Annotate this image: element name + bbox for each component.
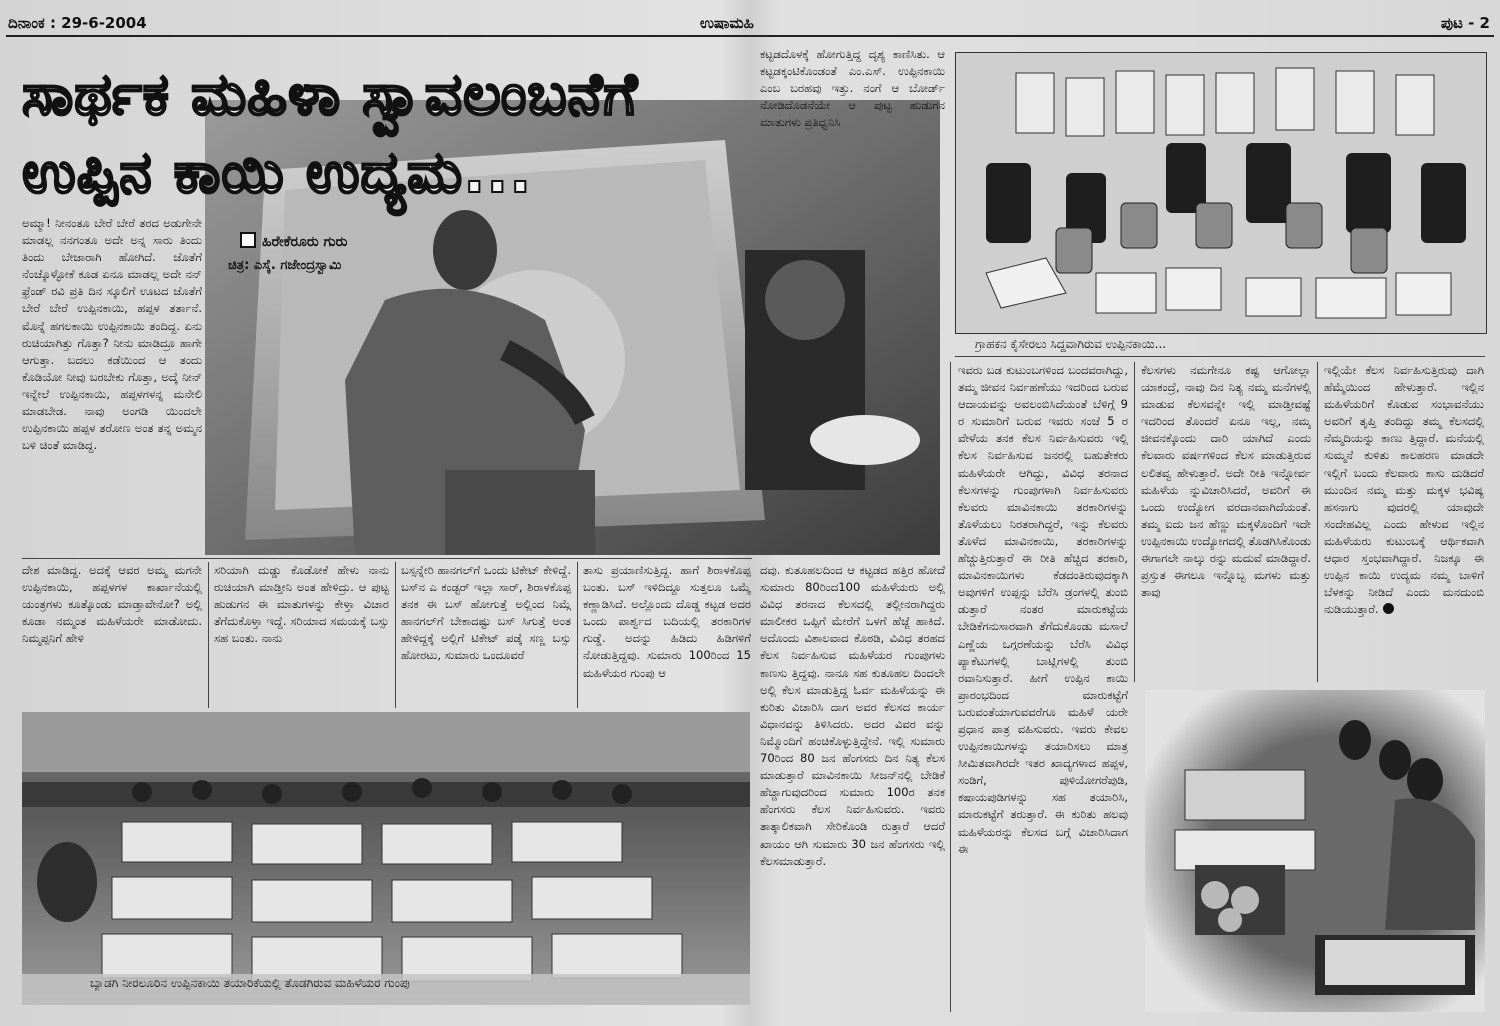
byline-box-icon — [240, 232, 256, 248]
article-column-1 — [22, 215, 202, 558]
issue-date: ದಿನಾಂಕ : 29-6-2004 — [8, 14, 147, 32]
column-1-text: ಅಮ್ಮಾ! ನೀನಂತೂ ಬೇರೆ ಬೇರೆ ತರದ ಅಡುಗೇನೇ ಮಾಡಲ್ಲ ನನಗಂತೂ ಅದೇ ಅನ್ನ ಸಾರು ತಿಂದು ತಿಂದು ಬೇಜಾರಾಗಿ ಹೋಗಿದೆ. ಜೊತೆಗೆ ನೆಂಚ್ಕೊಳ್ಳೋಕೆ ಕೂಡ ಏನೂ ಮಾಡಲ್ಲ ಅದೇ ನನ್ ಫ್ರೆಂಡ್ ರವಿ ಪ್ರತಿ ದಿನ ಸ್ಕೂಲಿಗೆ ಊಟದ ಜೊತೆಗೆ ಬೇರೆ ಬೇರೆ ಉಪ್ಪಿನಕಾಯಿ, ಹಪ್ಪಳ ತರ್ತಾನೆ. ಮೊನ್ನೆ ಹಗಲಕಾಯಿ ಉಪ್ಪಿನಕಾಯಿ ತಂದಿದ್ದ. ಏನು ರುಚಿಯಾಗಿತ್ತು ಗೊತ್ತಾ? ನೀನು ಮಾಡಿದ್ರೂ ಹಾಗೇ ಆಗುತ್ತಾ. ಬದಲು ಕಡೆಯಿಂದ ಆ ತಂದು ಕೊಡಿಯೋ ನೀವು ಬರಬೇಕು ಗೊತ್ತಾ, ಅದ್ಕೆ ನೀನ್ ಇನ್ನೇಲೆ ಉಪ್ಪಿನಕಾಯಿ, ಹಪ್ಪಳಗಳನ್ನ ಮನೇಲಿ ಮಾಡಬೇಡ. ನಾವು ಅಂಗಡಿ ಯಿಂದಲೇ ಉಪ್ಪಿನಕಾಯಿ ಹಪ್ಪಳ ತರೋಣ ಅಂತ ತನ್ನ ಅಮ್ಮನ ಬಳಿ ಚಿಂತೆ ಮಾಡಿದ್ದ. — [22, 216, 202, 453]
column-divider — [1317, 362, 1318, 682]
article-column-5 — [760, 562, 945, 1010]
headline-line-1: ಸಾರ್ಥಕ ಮಹಿಳಾ ಸ್ವಾವಲಂಬನೆಗೆ — [22, 60, 638, 128]
column-divider — [1134, 362, 1135, 682]
column-divider — [950, 362, 951, 1012]
caption-rule — [955, 356, 1485, 357]
column-divider — [395, 562, 396, 708]
column-divider — [208, 562, 209, 708]
column-divider — [577, 562, 578, 708]
article-end-mark — [1383, 603, 1394, 614]
products-photo-caption: ಗ್ರಾಹಕನ ಕೈಸೇರಲು ಸಿದ್ಧವಾಗಿರುವ ಉಪ್ಪಿನಕಾಯಿ... — [975, 337, 1167, 351]
newspaper-name: ಉಷಾಮಹಿ — [700, 14, 754, 32]
column-5-text: ದವು. ಕುತೂಹಲದಿಂದ ಆ ಕಟ್ಟಡದ ಹತ್ತಿರ ಹೋದೆ ಸುಮಾರು 80ರಿಂದ100 ಮಹಿಳೆಯರು ಅಲ್ಲಿ ವಿವಿಧ ತರನಾದ ಕೆಲಸದಲ್ಲಿ ತಲ್ಲೀನರಾಗಿದ್ದರು ಮಾಲೀಕರ ಒಪ್ಪಿಗೆ ಮೇರೆಗೆ ಒಳಗೆ ಹೆಜ್ಜೆ ಹಾಕಿದೆ. ಅದೊಂದು ವಿಶಾಲವಾದ ಕೊಠಡಿ, ವಿವಿಧ ತರಹದ ಕೆಲಸ ನಿರ್ವಹಿಸುವ ಮಹಿಳೆಯರ ಗುಂಪುಗಳು ಕಾಣಸು ತ್ತಿದ್ದವು. ನಾನೂ ಸಹ ಕುತೂಹಲ ದಿಂದಲೇ ಅಲ್ಲಿ ಕೆಲಸ ಮಾಡುತ್ತಿದ್ದ ಓರ್ವ ಮಹಿಳೆಯನ್ನು ಈ ಕುರಿತು ವಿಚಾರಿಸಿ ದಾಗ ಅವರ ಕೆಲಸದ ಕಾರ್ಯ ವಿಧಾನವನ್ನು ತಿಳಿಸಿದರು. ಅದರ ವಿವರ ವನ್ನು ನಿಮ್ಮೊಂದಿಗೆ ಹಂಚಿಕೊಳ್ಳುತ್ತಿದ್ದೇನೆ. ಇಲ್ಲಿ ಸುಮಾರು 70ರಿಂದ 80 ಜನ ಹೆಂಗಸರು ದಿನ ನಿತ್ಯ ಕೆಲಸ ಮಾಡುತ್ತಾರೆ ಮಾವಿನಕಾಯಿ ಸೀಜನ್‌ನಲ್ಲಿ ಬೇಡಿಕೆ ಹೆಚ್ಚಾಗುವುದರಿಂದ ಸುಮಾರು 100ರ ತನಕ ಹೆಂಗಸರು ಕೆಲಸ ನಿರ್ವಹಿಸುವರು. ಇವರು ತಾತ್ಕಾಲಿಕವಾಗಿ ಸೇರಿಕೊಂಡಿ ರುತ್ತಾರೆ ಆದರೆ ಖಾಯಂ ಆಗಿ ಸುಮಾರು 30 ಜನ ಹೆಂಗಸರು ಇಲ್ಲಿ ಕೆಲಸಮಾಡುತ್ತಾರೆ. — [760, 563, 945, 868]
column-3-text: ಬಸ್ಸನ್ನೇರಿ ಹಾನಗಲ್‌ಗೆ ಒಂದು ಟಿಕೇಟ್ ಕೇಳಿದ್ದೆ. ಬಸ್‌ನ ಎ ಕಂಡ್ಟರ್ ಇಲ್ಲಾ ಸಾರ್, ಶಿರಾಳಕೊಪ್ಪ ತನಕ ಈ ಬಸ್ ಹೋಗುತ್ತೆ ಅಲ್ಲಿಂದ ನಿಮ್ಗೆ ಹಾನಗಲ್‌ಗೆ ಬೇಕಾದಷ್ಟು ಬಸ್ ಸಿಗುತ್ತೆ ಅಂತ ಹೇಳಿದ್ದಕ್ಕೆ ಅಲ್ಲಿಗೆ ಟಿಕೇಟ್ ಪಡ್ಕೆ ಸಣ್ಣ ಬಸ್ಸು ಹೋರಟು, ಸುಮಾರು ಒಂದೂವರೆ — [401, 563, 571, 663]
article-column-5-top — [760, 46, 945, 158]
column-5-top-text: ಕಟ್ಟಡದೊಳಕ್ಕೆ ಹೋಗುತ್ತಿದ್ದ ದೃಶ್ಯ ಕಾಣಿಸಿತು. ಆ ಕಟ್ಟಡಕ್ಕಂಟಿಕೊಂಡಂತೆ ಎಂ.ಎಸ್. ಉಪ್ಪಿನಕಾಯಿ ಎಂಬ ಬರಹವು ಇತ್ತು. ನಂಗೆ ಆ ಬೋರ್ಡ್ ನೋಡಿದೊಡನೆಯೇ ಆ ಪುಟ್ಟ ಹುಡುಗನ ಮಾತುಗಳು ಪ್ರತಿಧ್ವನಿಸಿ — [760, 47, 945, 130]
article-column-4 — [583, 562, 751, 708]
page-number: ಪುಟ - 2 — [1440, 14, 1490, 32]
article-column-3 — [401, 562, 571, 708]
headline-line-2: ಉಪ್ಪಿನ ಕಾಯಿ ಉದ್ಯಮ... — [22, 138, 533, 206]
header-rule — [6, 35, 1494, 37]
author-byline — [240, 232, 347, 250]
photo-women-preparing — [1145, 690, 1485, 1012]
article-column-6 — [958, 362, 1128, 1010]
column-6-text: ಇವರು ಬಡ ಕುಟುಂಬಗಳಿಂದ ಬಂದವರಾಗಿದ್ದು, ತಮ್ಮ ಜೀವನ ನಿರ್ವಹಣೆಯು ಇದರಿಂದ ಬರುವ ಆದಾಯವನ್ನು ಅವಲಂಬಿಸಿದೆಯಂತೆ ಬೆಳಿಗ್ಗೆ 9 ರ ಸುಮಾರಿಗೆ ಬರುವ ಇವರು ಸಂಜೆ 5 ರ ವೇಳೆಯ ತನಕ ಕೆಲಸ ನಿರ್ವಹಿಸುವರು ಇಲ್ಲಿ ಕೆಲಸ ನಿರ್ವಹಿಸುವ ಜನರಲ್ಲಿ ಬಹುತೇಕರು ಮಹಿಳೆಯರೇ ಆಗಿದ್ದು, ವಿವಿಧ ತರನಾದ ಕೆಲಸಗಳನ್ನು ಗುಂಪುಗಳಾಗಿ ನಿರ್ವಹಿಸುವರು ಕೆಲವರು ಮಾವಿನಕಾಯಿ ತರಕಾರಿಗಳನ್ನು ತೊಳೆಯಲು ನಿರತರಾಗಿದ್ದರೆ, ಇನ್ನು ಕೆಲವರು ತೊಳೆದ ಮಾವಿನಕಾಯಿ, ತರಕಾರಿಗಳನ್ನು ಹೆಚ್ಚುತ್ತಿರುತ್ತಾರೆ ಈ ರೀತಿ ಹೆಚ್ಚಿದ ತರಕಾರಿ, ಮಾವಿನಕಾಯಿಗಳು ಕೆಡದಂತಿರುವುದಕ್ಕಾಗಿ ಅವುಗಳಿಗೆ ಉಪ್ಪನ್ನು ಬೆರೆಸಿ ಡ್ರಂಗಳಲ್ಲಿ ತುಂಬಿ ಡುತ್ತಾರೆ ನಂತರ ಮಾರುಕಟ್ಟೆಯ ಬೇಡಿಕೆಗನುಸಾರವಾಗಿ ತೆಗೆದುಕೊಂಡು ಮಸಾಲೆ ಎಣ್ಣೆಯ ಒಗ್ಗರಣೆಯನ್ನು ಬೆರೆಸಿ ವಿವಿಧ ಪ್ಯಾಕೆಟುಗಳಲ್ಲಿ ಬಾಟ್ಲಿಗಳಲ್ಲಿ ತುಂಬಿ ರವಾನಿಸುತ್ತಾರೆ. ಹೀಗೆ ಉಪ್ಪಿನ ಕಾಯಿ ಪ್ರಾರಂಭದಿಂದ ಮಾರುಕಟ್ಟೆಗೆ ಬರುವಂತೆಯಾಗುವವರೆಗೂ ಮಹಿಳೆ ಯರೇ ಪ್ರಧಾನ ಪಾತ್ರ ವಹಿಸುವರು. ಇವರು ಕೇವಲ ಉಪ್ಪಿನಕಾಯಿಗಳನ್ನು ತಯಾರಿಸಲು ಮಾತ್ರ ಸೀಮಿತವಾಗಿರದೇ ಇತರ ಖಾದ್ಯಗಳಾದ ಹಪ್ಪಳ, ಸಂಡಿಗೆ, ಪುಳಿಯೋಗರೆಪುಡಿ, ಕಷಾಯಪುಡಿಗಳನ್ನು ಸಹ ತಯಾರಿಸಿ, ಮಾರುಕಟ್ಟೆಗೆ ತರುತ್ತಾರೆ. ಈ ಕುರಿತು ಹಲವು ಮಹಿಳೆಯರನ್ನು ಕೆಲಸದ ಬಗ್ಗೆ ವಿಚಾರಿಸಿದಾಗ ಈ — [958, 363, 1128, 856]
column-4-text: ತಾಸು ಪ್ರಯಾಣಿಸುತ್ತಿದ್ದ. ಹಾಗೆ ಶಿರಾಳಕೊಪ್ಪ ಬಂತು. ಬಸ್ ಇಳಿದಿದ್ದೂ ಸುತ್ತಲೂ ಒಮ್ಮೆ ಕಣ್ಣಾಡಿಸಿದೆ. ಅಲ್ಲೊಂದು ದೊಡ್ಡ ಕಟ್ಟಡ ಅದರ ಒಂದು ಪಾರ್ಶ್ವದ ಬದಿಯಲ್ಲಿ ತರಕಾರಿಗಳ ಗುಡ್ಡೆ. ಅದನ್ನು ಹಿಡಿದು ಹಿಡಿಗಳಿಗೆ ನೋಡುತ್ತಿದ್ದವು. ಸುಮಾರು 100ರಿಂದ 15 ಮಹಿಳೆಯರ ಗುಂಪು ಆ — [583, 563, 751, 680]
photo-credit: ಚಿತ್ರ: ಎಸ್ಕೆ. ಗಜೇಂದ್ರಸ್ವಾಮಿ — [228, 258, 342, 273]
article-column-7 — [1141, 362, 1311, 682]
photo-bottom-rule — [22, 558, 752, 559]
photo-women-workshop — [22, 712, 750, 1005]
column-7-text: ಕೆಲಸಗಳು ನಮಗೇನೂ ಕಷ್ಟ ಆಗೋಲ್ಲಾ ಯಾಕಂದ್ರೆ, ನಾವು ದಿನ ನಿತ್ಯ ನಮ್ಮ ಮನೆಗಳಲ್ಲಿ ಮಾಡುವ ಕೆಲಸವನ್ನೇ ಇಲ್ಲಿ ಮಾಡ್ತೀವಷ್ಟೆ ಇದರಿಂದ ತೊಂದರೆ ಏನೂ ಇಲ್ಲ, ನಮ್ಮ ಜೀವನಕ್ಕೊಂದು ದಾರಿ ಯಾಗಿದೆ ಎಂದು ಕೆಲವಾರು ವರ್ಷಗಳಿಂದ ಕೆಲಸ ಮಾಡುತ್ತಿರುವ ಲಲಿತವ್ವ ಹೇಳುತ್ತಾರೆ. ಅದೇ ರೀತಿ ಇನ್ನೋರ್ವ ಮಹಿಳೆಯ ನ್ನುವಿಚಾರಿಸಿದರೆ, ಅವರಿಗೆ ಈ ಒಂದು ಉದ್ಯೋಗ ವರದಾನವಾಗಿದೆಯಂತೆ. ತಮ್ಮ ಐದು ಜನ ಹೆಣ್ಣು ಮಕ್ಕಳೊಂದಿಗೆ ಇದೇ ಉಪ್ಪಿನಕಾಯಿ ಉದ್ಯೋಗದಲ್ಲಿ ತೊಡಗಿಸಿಕೊಂಡು ಈಗಾಗಲೇ ನಾಲ್ಕು ರನ್ನು ಮದುವೆ ಮಾಡಿದ್ದಾರೆ. ಪ್ರಸ್ತುತ ಈಗಲೂ ಇನ್ನೊಬ್ಬ ಮಗಳು ಮತ್ತು ತಾವು — [1141, 363, 1311, 600]
workshop-photo-caption: ಬ್ಯಾಡಗಿ ನೀರಲೂರಿನ ಉಪ್ಪಿನಕಾಯಿ ತಯಾರಿಕೆಯಲ್ಲಿ ತೊಡಗಿರುವ ಮಹಿಳೆಯರ ಗುಂಪು — [90, 976, 410, 990]
article-column-2 — [214, 562, 389, 708]
article-column-1b — [22, 562, 202, 708]
column-2-text: ಸರಿಯಾಗಿ ದುಡ್ಡು ಕೊಡೋಕೆ ಹೇಳು ನಾನು ರುಚಿಯಾಗಿ ಮಾಡ್ತೀನಿ ಅಂತ ಹೇಳಿದ್ರು. ಆ ಪುಟ್ಟ ಹುಡುಗನ ಈ ಮಾತುಗಳನ್ನು ಕೇಳ್ತಾ ವಿಚಾರ ತೆಗೆದುಕೊಳ್ತಾ ಇದ್ದೆ. ಸರಿಯಾದ ಸಮಯಕ್ಕೆ ಬಸ್ಸು ಸಹ ಬಂತು. ನಾನು — [214, 563, 389, 646]
photo-pickle-products — [955, 52, 1487, 334]
article-column-8 — [1324, 362, 1484, 682]
column-1b-text: ದೇಶ ಮಾಡಿದ್ದ. ಅದಕ್ಕೆ ಆವರ ಅಮ್ಮ ಮಗನೇ ಉಪ್ಪಿನಕಾಯಿ, ಹಪ್ಪಳಗಳ ಕಾರ್ಖಾನೆಯಲ್ಲಿ ಯಂತ್ರಗಳು ಕೂತ್ಕೊಂಡು ಮಾಡ್ತಾವೇನೋ? ಅಲ್ಲಿ ಕೂಡಾ ನಮ್ಮಂತ ಮಹಿಳೆಯರೇ ಮಾಡೋದು. ನಿಮ್ಮಪ್ಪನಿಗೆ ಹೇಳಿ — [22, 563, 202, 646]
column-8-text: ಇಲ್ಲಿಯೇ ಕೆಲಸ ನಿರ್ವಹಿಸುತ್ತಿರುವು ದಾಗಿ ಹೆಮ್ಮೆಯಿಂದ ಹೇಳುತ್ತಾರೆ. ಇಲ್ಲಿನ ಮಹಿಳೆಯರಿಗೆ ಕೊಡುವ ಸಂಭಾವನೆಯು ಅವರಿಗೆ ತೃಪ್ತಿ ತಂದಿದ್ದು ತಮ್ಮ ಕೆಲಸದಲ್ಲಿ ನೆಮ್ಮದಿಯನ್ನು ಕಾಣು ತ್ತಿದ್ದಾರೆ. ಮನೆಯಲ್ಲಿ ಸುಮ್ಮನೆ ಕುಳಿತು ಕಾಲಹರಣ ಮಾಡದೇ ಇಲ್ಲಿಗೆ ಬಂದು ಕೆಲವಾರು ಕಾಸು ದುಡಿದರೆ ಮುಂದಿನ ನಮ್ಮ ಮತ್ತು ಮಕ್ಕಳ ಭವಿಷ್ಯ ಹಸನಾಗು ವುದರಲ್ಲಿ ಯಾವುದೇ ಸಂದೇಹವಿಲ್ಲ ಎಂದು ಹೇಳುವ ಇಲ್ಲಿನ ಮಹಿಳೆಯರು ಕುಟುಂಬಕ್ಕೆ ಆರ್ಥಿಕವಾಗಿ ಆಧಾರ ಸ್ತಂಭವಾಗಿದ್ದಾರೆ. ನಿಜಕ್ಕೂ ಈ ಉಪ್ಪಿನ ಕಾಯಿ ಉದ್ಯಮ ನಮ್ಮ ಬಾಳಿಗೆ ಬೆಳಕನ್ನು ನೀಡಿದೆ ಎಂದು ಮನದುಂಬಿ ನುಡಿಯುತ್ತಾರೆ. — [1324, 363, 1484, 617]
author-name: ಹಿರೇಕೆರೂರು ಗುರು — [262, 234, 348, 250]
